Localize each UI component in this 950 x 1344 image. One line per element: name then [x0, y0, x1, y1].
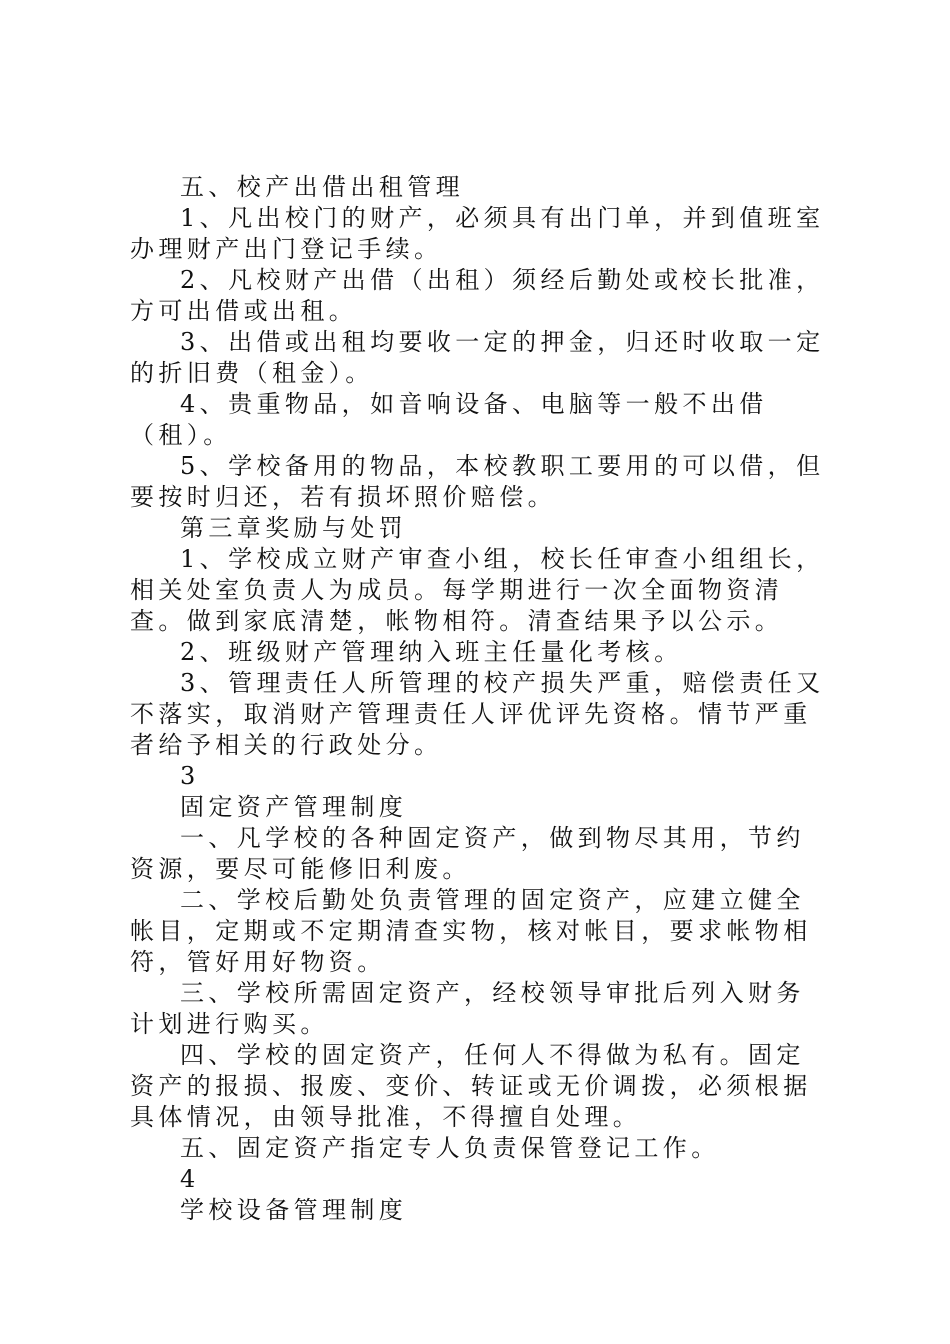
- paragraph: 五、固定资产指定专人负责保管登记工作。: [180, 1134, 720, 1162]
- paragraph: 3、管理责任人所管理的校产损失严重，赔偿责任又不落实，取消财产管理责任人评优评先资格。情节严重者给予相关的行政处分。: [130, 669, 825, 759]
- page-number: 4: [180, 1165, 200, 1193]
- paragraph: 1、凡出校门的财产，必须具有出门单，并到值班室办理财产出门登记手续。: [130, 204, 825, 263]
- section-heading: 五、校产出借出租管理: [180, 173, 464, 201]
- paragraph: 2、凡校财产出借（出租）须经后勤处或校长批准，方可出借或出租。: [130, 266, 825, 325]
- document-body: [130, 172, 830, 1226]
- paragraph: 四、学校的固定资产，任何人不得做为私有。固定资产的报损、报废、变价、转证或无价调拨，必须根据具体情况，由领导批准，不得擅自处理。: [130, 1041, 812, 1131]
- paragraph: 一、凡学校的各种固定资产，做到物尽其用，节约资源，要尽可能修旧利废。: [130, 824, 805, 883]
- paragraph: 3、出借或出租均要收一定的押金，归还时收取一定的折旧费（租金）。: [130, 328, 825, 387]
- paragraph: 4、贵重物品，如音响设备、电脑等一般不出借（租）。: [130, 390, 768, 449]
- paragraph: 二、学校后勤处负责管理的固定资产，应建立健全帐目，定期或不定期清查实物，核对帐目，要求帐物相符，管好用好物资。: [130, 886, 812, 976]
- section-title: 学校设备管理制度: [180, 1196, 408, 1224]
- paragraph: 5、学校备用的物品，本校教职工要用的可以借，但要按时归还，若有损坏照价赔偿。: [130, 452, 825, 511]
- page-number: 3: [180, 762, 200, 790]
- paragraph: 2、班级财产管理纳入班主任量化考核。: [180, 638, 683, 666]
- chapter-heading: 第三章奖励与处罚: [180, 514, 408, 542]
- paragraph: 1、学校成立财产审查小组，校长任审查小组组长，相关处室负责人为成员。每学期进行一次全面物资清查。做到家底清楚，帐物相符。清查结果予以公示。: [130, 545, 825, 635]
- paragraph: 三、学校所需固定资产，经校领导审批后列入财务计划进行购买。: [130, 979, 805, 1038]
- section-title: 固定资产管理制度: [180, 793, 408, 821]
